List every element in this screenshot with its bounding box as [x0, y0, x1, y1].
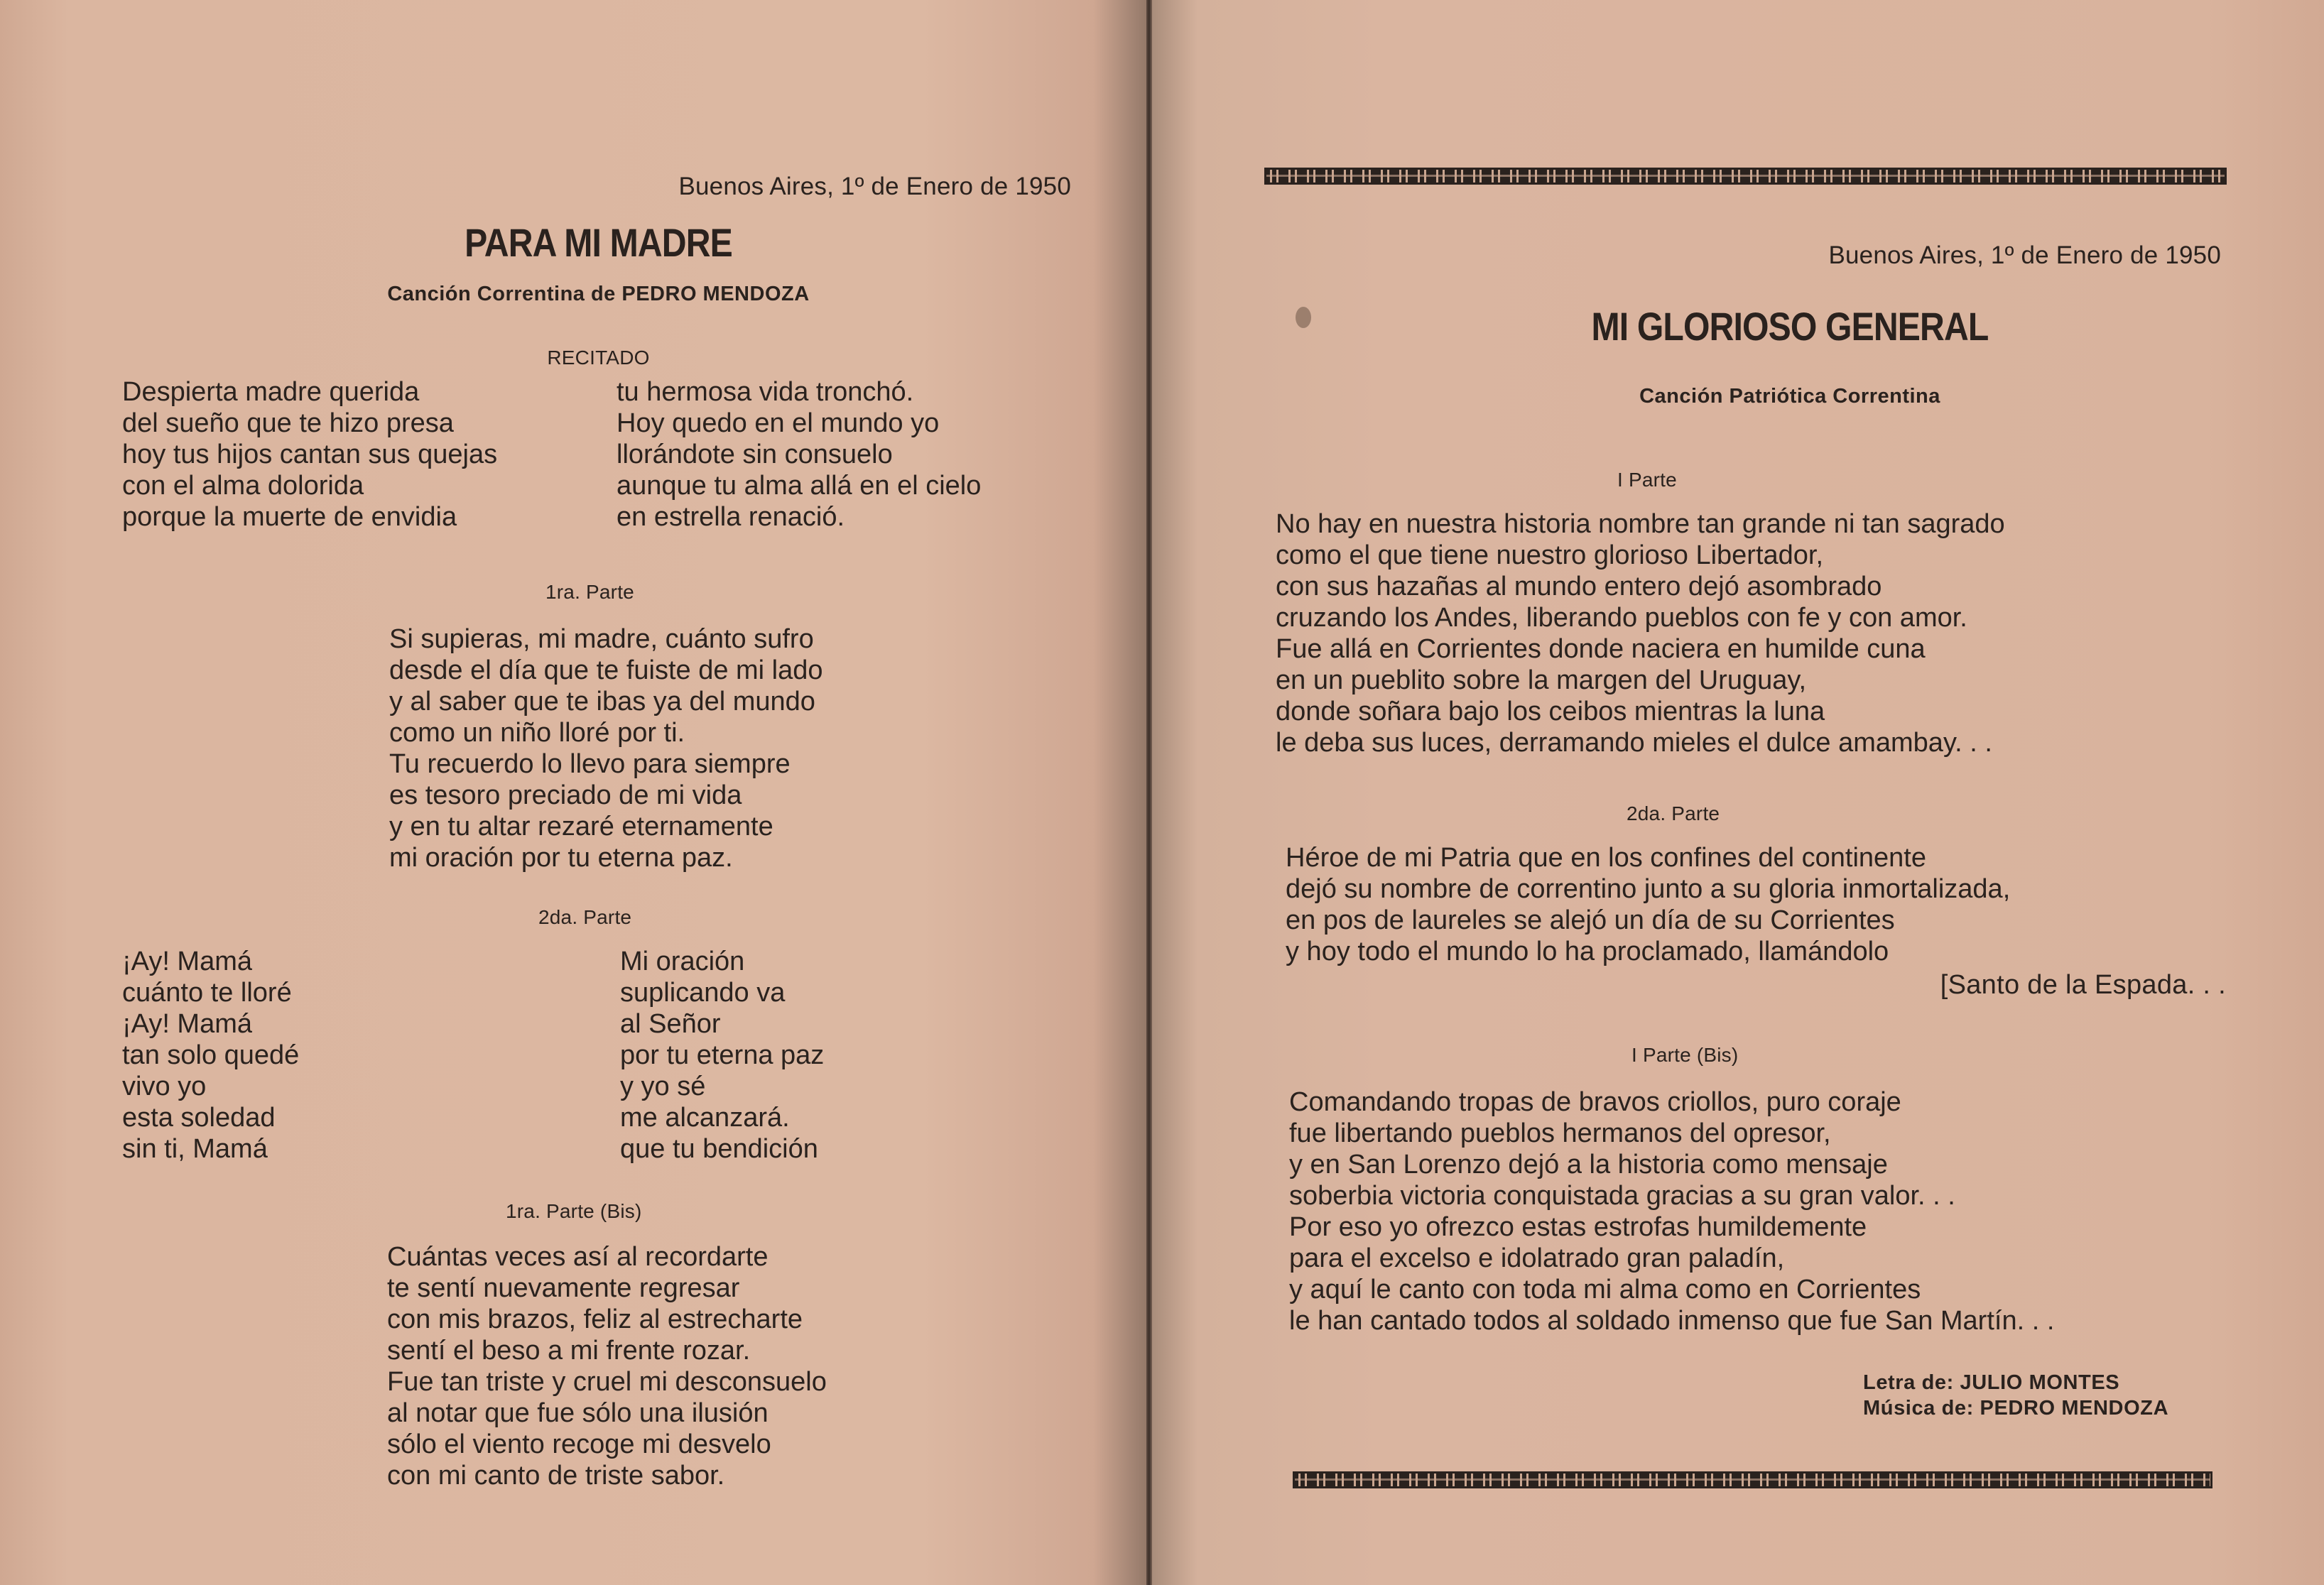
verse-line: fue libertando pueblos hermanos del opresor, — [1289, 1118, 1831, 1148]
parte2-heading: 2da. Parte — [538, 906, 632, 928]
verse-line: sólo el viento recoge mi desvelo — [387, 1429, 771, 1459]
right-page — [1151, 0, 2324, 1585]
parte1-bis-stanza — [387, 1241, 827, 1491]
verse-line: vivo yo — [122, 1072, 207, 1101]
verse-line: sentí el beso a mi frente rozar. — [387, 1336, 751, 1366]
verse-line: llorándote sin consuelo — [617, 440, 893, 469]
verse-line: ¡Ay! Mamá — [122, 947, 253, 976]
verse-line: es tesoro preciado de mi vida — [389, 780, 742, 810]
verse-line: Si supieras, mi madre, cuánto sufro — [389, 624, 814, 654]
verse-line: al notar que fue sólo una ilusión — [387, 1398, 769, 1428]
verse-line: por tu eterna paz — [620, 1040, 825, 1070]
verse-line: dejó su nombre de correntino junto a su gloria inmortalizada, — [1286, 874, 2011, 904]
verse-line: como el que tiene nuestro glorioso Libertador, — [1276, 540, 1824, 570]
verse-line: te sentí nuevamente regresar — [387, 1273, 740, 1303]
left-date: Buenos Aires, 1º de Enero de 1950 — [678, 173, 1071, 200]
verse-line: y yo sé — [620, 1072, 706, 1101]
bottom-border-ornament — [1293, 1471, 2212, 1488]
verse-line: le han cantado todos al soldado inmenso que fue San Martín. . . — [1289, 1306, 2055, 1336]
verse-line: donde soñara bajo los ceibos mientras la luna — [1276, 697, 1825, 726]
verse-line: mi oración por tu eterna paz. — [389, 843, 733, 873]
right-title: MI GLORIOSO GENERAL — [1591, 304, 1989, 349]
verse-line: cuánto te lloré — [122, 978, 292, 1008]
verse-line: y en San Lorenzo dejó a la historia como mensaje — [1289, 1150, 1888, 1180]
verse-line: ¡Ay! Mamá — [122, 1009, 253, 1039]
right-parte1-stanza — [1276, 508, 2005, 758]
book-fold — [1146, 0, 1152, 1585]
verse-line: en estrella renació. — [617, 502, 845, 532]
verse-line: que tu bendición — [620, 1134, 818, 1164]
verse-line: del sueño que te hizo presa — [122, 408, 454, 438]
verse-line: Hoy quedo en el mundo yo — [617, 408, 940, 438]
verse-line: en pos de laureles se alejó un día de su Corrientes — [1286, 905, 1895, 935]
verse-line: Cuántas veces así al recordarte — [387, 1242, 769, 1272]
verse-line: aunque tu alma allá en el cielo — [617, 471, 982, 501]
verse-line: con sus hazañas al mundo entero dejó asombrado — [1276, 572, 1882, 601]
verse-line: Fue allá en Corrientes donde naciera en humilde cuna — [1276, 634, 1926, 664]
right-parte1-heading: I Parte — [1617, 469, 1677, 491]
right-subtitle: Canción Patriótica Correntina — [1639, 385, 1940, 408]
verse-line: esta soledad — [122, 1103, 276, 1133]
verse-line: con mis brazos, feliz al estrecharte — [387, 1305, 803, 1334]
recitado-heading: RECITADO — [547, 347, 650, 369]
parte1-stanza — [389, 623, 823, 873]
lyrics-credit: Letra de: JULIO MONTES — [1863, 1371, 2120, 1394]
left-page — [0, 0, 1151, 1585]
verse-line: Por eso yo ofrezco estas estrofas humildemente — [1289, 1212, 1867, 1242]
parte2-left-column — [122, 946, 299, 1165]
verse-line: Mi oración — [620, 947, 745, 976]
verse-line: Tu recuerdo lo llevo para siempre — [389, 749, 791, 779]
right-parte2-heading: 2da. Parte — [1627, 802, 1720, 824]
verse-line: Comandando tropas de bravos criollos, puro coraje — [1289, 1087, 1901, 1117]
verse-line: y en tu altar rezaré eternamente — [389, 812, 773, 841]
verse-line: tu hermosa vida tronchó. — [617, 377, 914, 407]
recitado-left-column — [122, 376, 497, 533]
right-parte2-continuation: [Santo de la Espada. . . — [1940, 970, 2226, 1000]
verse-line: al Señor — [620, 1009, 721, 1039]
verse-line: le deba sus luces, derramando mieles el dulce amambay. . . — [1276, 728, 1992, 758]
verse-line: desde el día que te fuiste de mi lado — [389, 655, 823, 685]
top-border-ornament — [1264, 168, 2227, 185]
right-parte2-stanza — [1286, 842, 2010, 967]
verse-line: Héroe de mi Patria que en los confines del continente — [1286, 843, 1926, 873]
left-subtitle: Canción Correntina de PEDRO MENDOZA — [387, 283, 810, 305]
parte2-right-column — [620, 946, 824, 1165]
verse-line: con mi canto de triste sabor. — [387, 1461, 725, 1491]
verse-line: suplicando va — [620, 978, 786, 1008]
verse-line: y aquí le canto con toda mi alma como en Corrientes — [1289, 1275, 1921, 1305]
verse-line: soberbia victoria conquistada gracias a su gran valor. . . — [1289, 1181, 1955, 1211]
verse-line: porque la muerte de envidia — [122, 502, 457, 532]
verse-line: y hoy todo el mundo lo ha proclamado, llamándolo — [1286, 937, 1889, 966]
verse-line: para el excelso e idolatrado gran paladín, — [1289, 1243, 1785, 1273]
right-parte1-bis-stanza — [1289, 1086, 2054, 1336]
verse-line: cruzando los Andes, liberando pueblos con fe y con amor. — [1276, 603, 1967, 633]
verse-line: hoy tus hijos cantan sus quejas — [122, 440, 498, 469]
recitado-right-column — [617, 376, 981, 533]
verse-line: Fue tan triste y cruel mi desconsuelo — [387, 1367, 827, 1397]
verse-line: en un pueblito sobre la margen del Uruguay, — [1276, 665, 1807, 695]
verse-line: tan solo quedé — [122, 1040, 300, 1070]
parte1-bis-heading: 1ra. Parte (Bis) — [506, 1200, 642, 1222]
right-parte1-bis-heading: I Parte (Bis) — [1631, 1044, 1739, 1066]
verse-line: me alcanzará. — [620, 1103, 790, 1133]
verse-line: Despierta madre querida — [122, 377, 420, 407]
verse-line: como un niño lloré por ti. — [389, 718, 685, 748]
right-date: Buenos Aires, 1º de Enero de 1950 — [1828, 241, 2221, 269]
verse-line: y al saber que te ibas ya del mundo — [389, 687, 815, 717]
parte1-heading: 1ra. Parte — [545, 581, 634, 603]
music-credit: Música de: PEDRO MENDOZA — [1863, 1397, 2169, 1420]
left-title: PARA MI MADRE — [465, 220, 732, 265]
verse-line: con el alma dolorida — [122, 471, 364, 501]
verse-line: No hay en nuestra historia nombre tan grande ni tan sagrado — [1276, 509, 2005, 539]
verse-line: sin ti, Mamá — [122, 1134, 268, 1164]
